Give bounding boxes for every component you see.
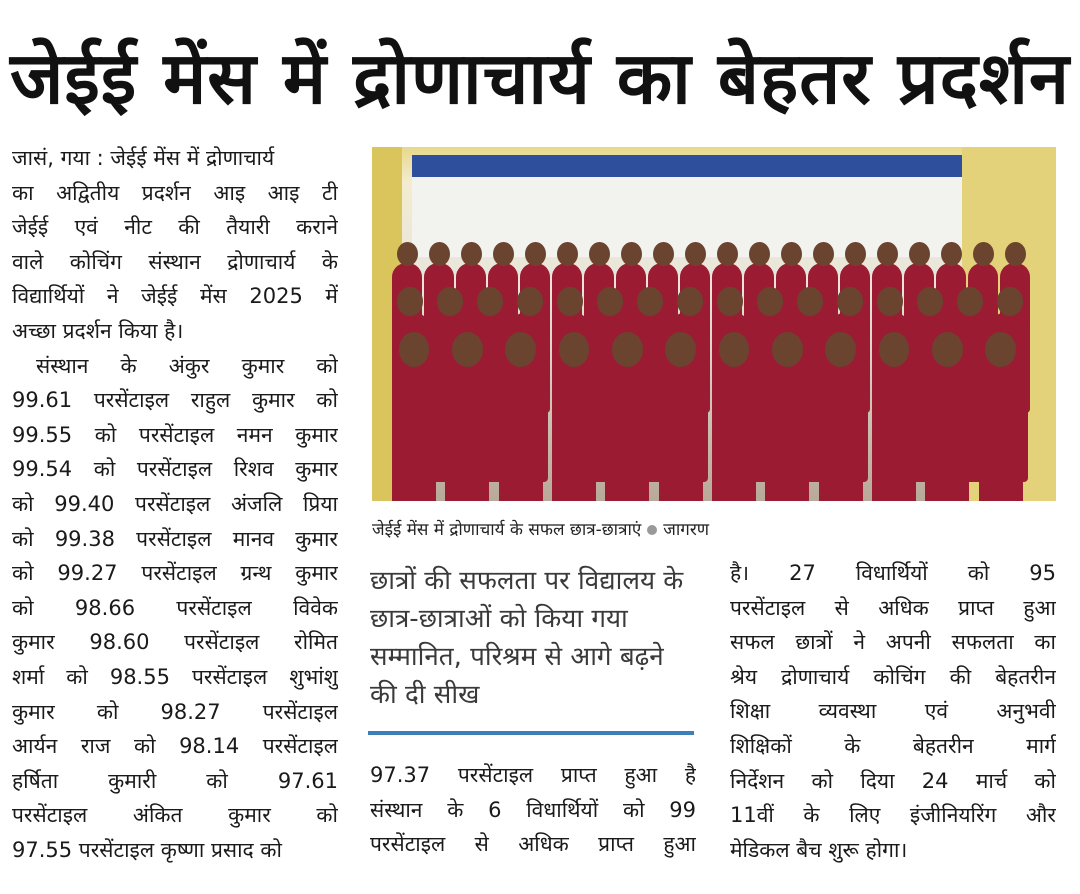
student-head (677, 287, 702, 316)
text-line: को 99.40 परसेंटाइल अंजलि प्रिया (12, 491, 338, 516)
student-figure (659, 363, 703, 501)
text-line: 99.54 को परसेंटाइल रिशव कुमार (12, 457, 338, 482)
text-line: आर्यन राज को 98.14 परसेंटाइल (12, 734, 338, 759)
student-figure (712, 363, 756, 501)
student-figure (765, 363, 809, 501)
student-head (452, 332, 483, 367)
student-head (973, 242, 994, 266)
student-head (685, 242, 706, 266)
subheadline (370, 562, 700, 714)
text-line: शिक्षा व्यवस्था एवं अनुभवी (730, 699, 1056, 724)
student-head (1005, 242, 1026, 266)
student-head (397, 242, 418, 266)
student-figure (925, 363, 969, 501)
student-head (493, 242, 514, 266)
student-head (957, 287, 982, 316)
text-line: 97.55 परसेंटाइल कृष्णा प्रसाद को (12, 837, 282, 862)
text-line: 11वीं के लिए इंजीनियरिंग और (730, 803, 1056, 828)
student-head (557, 242, 578, 266)
text-line: है। 27 विधार्थियों को 95 (730, 561, 1056, 585)
student-head (477, 287, 502, 316)
student-figure (392, 363, 436, 501)
text-line: अच्छा प्रदर्शन किया है। (12, 318, 184, 343)
student-head (837, 287, 862, 316)
divider (368, 731, 694, 735)
subhead-line: की दी सीख (370, 680, 480, 710)
student-figure (872, 363, 916, 501)
left-column (12, 141, 338, 867)
text-line: जेईई एवं नीट की तैयारी कराने (12, 215, 338, 240)
subhead-line: सम्मानित, परिश्रम से आगे बढ़ने (370, 642, 664, 672)
subhead-line: छात्र-छात्राओं को किया गया (370, 604, 628, 634)
student-head (557, 287, 582, 316)
student-head (717, 242, 738, 266)
student-head (781, 242, 802, 266)
student-figure (605, 363, 649, 501)
student-head (813, 242, 834, 266)
photo-caption (372, 516, 709, 544)
text-line: परसेंटाइल से अधिक प्राप्त हुआ (730, 595, 1056, 620)
student-head (637, 287, 662, 316)
text-line: वाले कोचिंग संस्थान द्रोणाचार्य के (12, 249, 338, 274)
student-head (845, 242, 866, 266)
student-figure (445, 363, 489, 501)
subhead-line: छात्रों की सफलता पर विद्यालय के (370, 566, 684, 596)
student-head (797, 287, 822, 316)
text-line: परसेंटाइल अंकित कुमार को (12, 803, 338, 828)
text-line: कुमार 98.60 परसेंटाइल रोमित (12, 630, 338, 655)
caption-text: जेईई मेंस में द्रोणाचार्य के सफल छात्र-छात्राएं (372, 520, 642, 540)
text-line: विद्यार्थियों ने जेईई मेंस 2025 में (12, 284, 338, 309)
student-head (461, 242, 482, 266)
student-head (932, 332, 963, 367)
text-line: सफल छात्रों ने अपनी सफलता का (730, 630, 1056, 655)
student-head (612, 332, 643, 367)
text-line: का अद्वितीय प्रदर्शन आइ आइ टी (12, 180, 338, 205)
student-head (621, 242, 642, 266)
student-head (505, 332, 536, 367)
text-line: शिक्षिकों के बेहतरीन मार्ग (730, 733, 1056, 758)
text-line: परसेंटाइल से अधिक प्राप्त हुआ (370, 832, 696, 857)
caption-credit: जागरण (663, 520, 710, 540)
text-line: श्रेय द्रोणाचार्य कोचिंग की बेहतरीन (730, 664, 1056, 689)
student-head (985, 332, 1016, 367)
text-line: को 99.38 परसेंटाइल मानव कुमार (12, 526, 338, 551)
student-figure (499, 363, 543, 501)
student-head (917, 287, 942, 316)
text-line: 99.55 को परसेंटाइल नमन कुमार (12, 422, 338, 447)
student-head (772, 332, 803, 367)
middle-column (370, 758, 696, 862)
photo-banner (412, 155, 962, 177)
student-figure (979, 363, 1023, 501)
student-head (429, 242, 450, 266)
group-photo (372, 147, 1056, 501)
student-head (653, 242, 674, 266)
text-line: संस्थान के 6 विधार्थियों को 99 (370, 797, 696, 822)
student-head (909, 242, 930, 266)
right-column (730, 556, 1056, 867)
student-figure (819, 363, 863, 501)
text-line: संस्थान के अंकुर कुमार को (36, 353, 338, 378)
student-head (877, 287, 902, 316)
student-head (941, 242, 962, 266)
text-line: को 99.27 परसेंटाइल ग्रन्थ कुमार (12, 561, 338, 586)
text-line: कुमार को 98.27 परसेंटाइल (12, 699, 338, 724)
text-line: 99.61 परसेंटाइल राहुल कुमार को (12, 388, 338, 413)
student-head (525, 242, 546, 266)
student-head (749, 242, 770, 266)
text-line: निर्देशन को दिया 24 मार्च को (730, 768, 1056, 793)
headline: जेईई मेंस में द्रोणाचार्य का बेहतर प्रदर्शन (10, 36, 1070, 120)
bullet-icon (647, 525, 657, 535)
student-head (825, 332, 856, 367)
student-head (877, 242, 898, 266)
student-head (589, 242, 610, 266)
student-head (665, 332, 696, 367)
student-head (437, 287, 462, 316)
text-line: मेडिकल बैच शुरू होगा। (730, 837, 908, 862)
student-head (597, 287, 622, 316)
text-line: 97.37 परसेंटाइल प्राप्त हुआ है (370, 763, 696, 787)
text-line: जासं, गया : जेईई मेंस में द्रोणाचार्य (12, 146, 275, 170)
student-figure (552, 363, 596, 501)
student-head (757, 287, 782, 316)
student-head (997, 287, 1022, 316)
student-head (717, 287, 742, 316)
text-line: शर्मा को 98.55 परसेंटाइल शुभांशु (12, 664, 338, 689)
student-head (517, 287, 542, 316)
student-head (397, 287, 422, 316)
text-line: हर्षिता कुमारी को 97.61 (12, 768, 338, 793)
text-line: को 98.66 परसेंटाइल विवेक (12, 595, 338, 620)
